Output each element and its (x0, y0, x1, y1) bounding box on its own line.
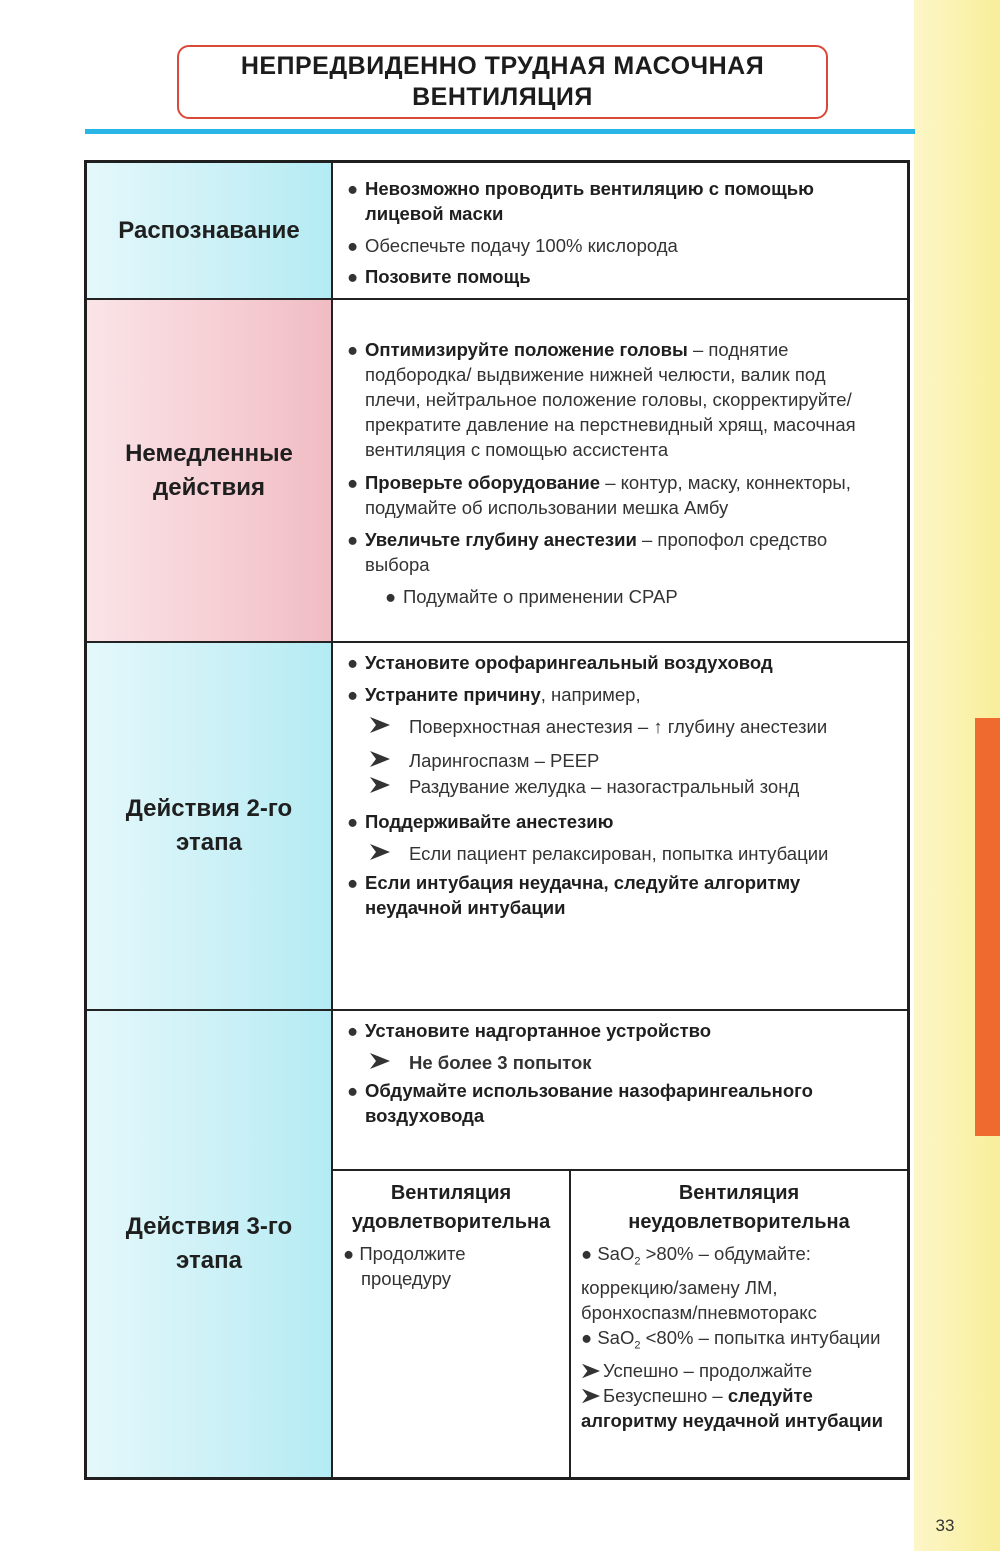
item-text: Если интубация неудачна, следуйте алгоритму (365, 872, 801, 893)
ventilation-poor-column (571, 1171, 907, 1477)
ventilation-ok-text-line2: процедуру (361, 1268, 452, 1289)
item-bold: Проверьте оборудование (365, 472, 601, 493)
item-text: <80% – попытка интубации (640, 1326, 881, 1348)
arrow-list-item (369, 841, 828, 866)
item-text: Ларингоспазм – PEEP (409, 750, 600, 771)
item-text: лицевой маски (365, 203, 504, 224)
page-title-box (177, 45, 828, 119)
label-stage3-line1: Действия 3-го (125, 1213, 293, 1240)
bullet-icon: ● (343, 1243, 355, 1264)
list-item (347, 470, 851, 520)
sao2-subscript: 2 (634, 1255, 641, 1268)
item-line: выбора (365, 554, 430, 575)
item-line: прекратите давление на перстневидный хрящ, масочная (365, 414, 856, 435)
item-text: Обеспечьте подачу 100% кислорода (365, 235, 678, 256)
ventilation-subtable (333, 1169, 907, 1477)
item-text: Обдумайте использование назофарингеального (365, 1080, 813, 1101)
row-immediate (87, 298, 907, 641)
list-item (347, 176, 814, 226)
label-recognition-text: Распознавание (118, 216, 300, 244)
arrow-bullet-icon (369, 1051, 391, 1071)
label-stage2 (87, 643, 333, 1009)
item-line: бронхоспазм/пневмоторакс (581, 1301, 817, 1323)
content-stage2 (333, 643, 907, 1009)
arrow-bullet-icon (369, 775, 391, 795)
content-immediate (333, 300, 907, 641)
item-line: вентиляция с помощью ассистента (365, 439, 669, 460)
arrow-bullet-icon (369, 749, 391, 769)
item-text: Невозможно проводить вентиляцию с помощью (365, 178, 814, 199)
up-arrow-icon: ↑ (653, 716, 663, 737)
row-stage2 (87, 641, 907, 1009)
item-text: Установите орофарингеальный воздуховод (365, 652, 773, 673)
ventilation-ok-column (333, 1171, 571, 1477)
item-line: плечи, нейтральное положение головы, скорректируйте/ (365, 389, 852, 410)
bullet-icon: ● (347, 339, 359, 360)
ventilation-ok-text-line1: Продолжите (359, 1243, 466, 1264)
title-rule (85, 129, 915, 134)
item-text: Если пациент релаксирован, попытка интубации (409, 843, 829, 864)
bullet-icon: ● (347, 178, 359, 199)
list-item (347, 233, 678, 258)
item-bold: следуйте (727, 1385, 813, 1407)
item-bold: Устраните причину (365, 684, 541, 705)
bullet-icon: ● (581, 1243, 593, 1264)
list-item (347, 1078, 813, 1128)
bullet-icon: ● (347, 1080, 359, 1101)
label-immediate (87, 300, 333, 641)
item-rest: – пропофол средство (636, 529, 828, 550)
list-item (347, 682, 641, 707)
item-rest: , например, (540, 684, 641, 705)
item-text: Позовите помощь (365, 266, 531, 287)
bullet-icon: ● (581, 1326, 593, 1348)
list-item (347, 650, 773, 675)
content-stage3 (333, 1011, 907, 1169)
item-text: Поверхностная анестезия – (409, 716, 654, 737)
page-number: 33 (935, 1516, 955, 1535)
item-bold: Оптимизируйте положение головы (365, 339, 688, 360)
item-text: неудачной интубации (365, 897, 566, 918)
item-rest: – поднятие (687, 339, 789, 360)
item-text: Поддерживайте анестезию (365, 811, 614, 832)
item-rest: – контур, маску, коннекторы, (600, 472, 851, 493)
bullet-icon: ● (347, 872, 359, 893)
arrow-list-item (369, 774, 799, 799)
arrow-list-item (369, 1050, 592, 1075)
arrow-list-item (369, 748, 599, 773)
list-item (347, 337, 856, 462)
list-item (347, 264, 531, 289)
ventilation-ok-head-line2: удовлетворительна (351, 1211, 551, 1233)
content-recognition (333, 163, 907, 298)
arrow-list-item (369, 714, 827, 739)
item-line: подбородка/ выдвижение нижней челюсти, валик под (365, 364, 826, 385)
list-item (347, 870, 800, 920)
sao2-label: SaO (597, 1326, 635, 1348)
ventilation-ok-head-line1: Вентиляция (390, 1182, 512, 1204)
item-text: Раздувание желудка – назогастральный зонд (409, 776, 800, 797)
item-bold: Увеличьте глубину анестезии (365, 529, 637, 550)
arrow-bullet-icon (581, 1387, 601, 1405)
list-item (347, 1018, 711, 1043)
algorithm-table (84, 160, 910, 1480)
section-tab (975, 718, 1000, 1136)
item-text: Установите надгортанное устройство (365, 1020, 712, 1041)
label-stage3-line2: этапа (176, 1247, 242, 1274)
page-title-line2: ВЕНТИЛЯЦИЯ (412, 83, 593, 111)
item-line: алгоритму неудачной интубации (581, 1410, 883, 1432)
label-stage3 (87, 1011, 333, 1477)
label-immediate-line1: Немедленные (125, 439, 293, 467)
bullet-icon: ● (385, 586, 397, 607)
bullet-icon: ● (347, 684, 359, 705)
item-line: подумайте об использовании мешка Амбу (365, 497, 729, 518)
sao2-subscript: 2 (634, 1339, 641, 1352)
bullet-icon: ● (347, 811, 359, 832)
arrow-bullet-icon (369, 715, 391, 735)
bullet-icon: ● (347, 235, 359, 256)
list-item (347, 527, 827, 577)
item-text: Подумайте о применении CPAP (403, 586, 678, 607)
page-title-line1: НЕПРЕДВИДЕННО ТРУДНАЯ МАСОЧНАЯ (240, 52, 765, 80)
list-item (347, 809, 613, 834)
label-recognition (87, 163, 333, 298)
item-text: >80% – обдумайте: (640, 1243, 811, 1264)
row-stage3 (87, 1009, 907, 1477)
bullet-icon: ● (347, 652, 359, 673)
sub-list-item (385, 584, 678, 609)
item-text: Не более 3 попыток (409, 1052, 592, 1073)
ventilation-poor-head-line2: неудовлетворительна (628, 1211, 850, 1233)
item-text: глубину анестезии (662, 716, 828, 737)
bullet-icon: ● (347, 472, 359, 493)
item-line: коррекцию/замену ЛМ, (581, 1276, 778, 1298)
row-recognition (87, 163, 907, 298)
arrow-bullet-icon (581, 1362, 601, 1380)
ventilation-poor-head-line1: Вентиляция (678, 1182, 800, 1204)
bullet-icon: ● (347, 529, 359, 550)
item-text: Безуспешно – (603, 1385, 728, 1407)
bullet-icon: ● (347, 1020, 359, 1041)
item-text: воздуховода (365, 1105, 485, 1126)
label-stage2-line1: Действия 2-го (125, 795, 293, 822)
arrow-bullet-icon (369, 842, 391, 862)
label-stage2-line2: этапа (176, 829, 242, 856)
bullet-icon: ● (347, 266, 359, 287)
sao2-label: SaO (597, 1243, 635, 1264)
item-text: Успешно – продолжайте (603, 1360, 813, 1382)
label-immediate-line2: действия (153, 473, 265, 501)
